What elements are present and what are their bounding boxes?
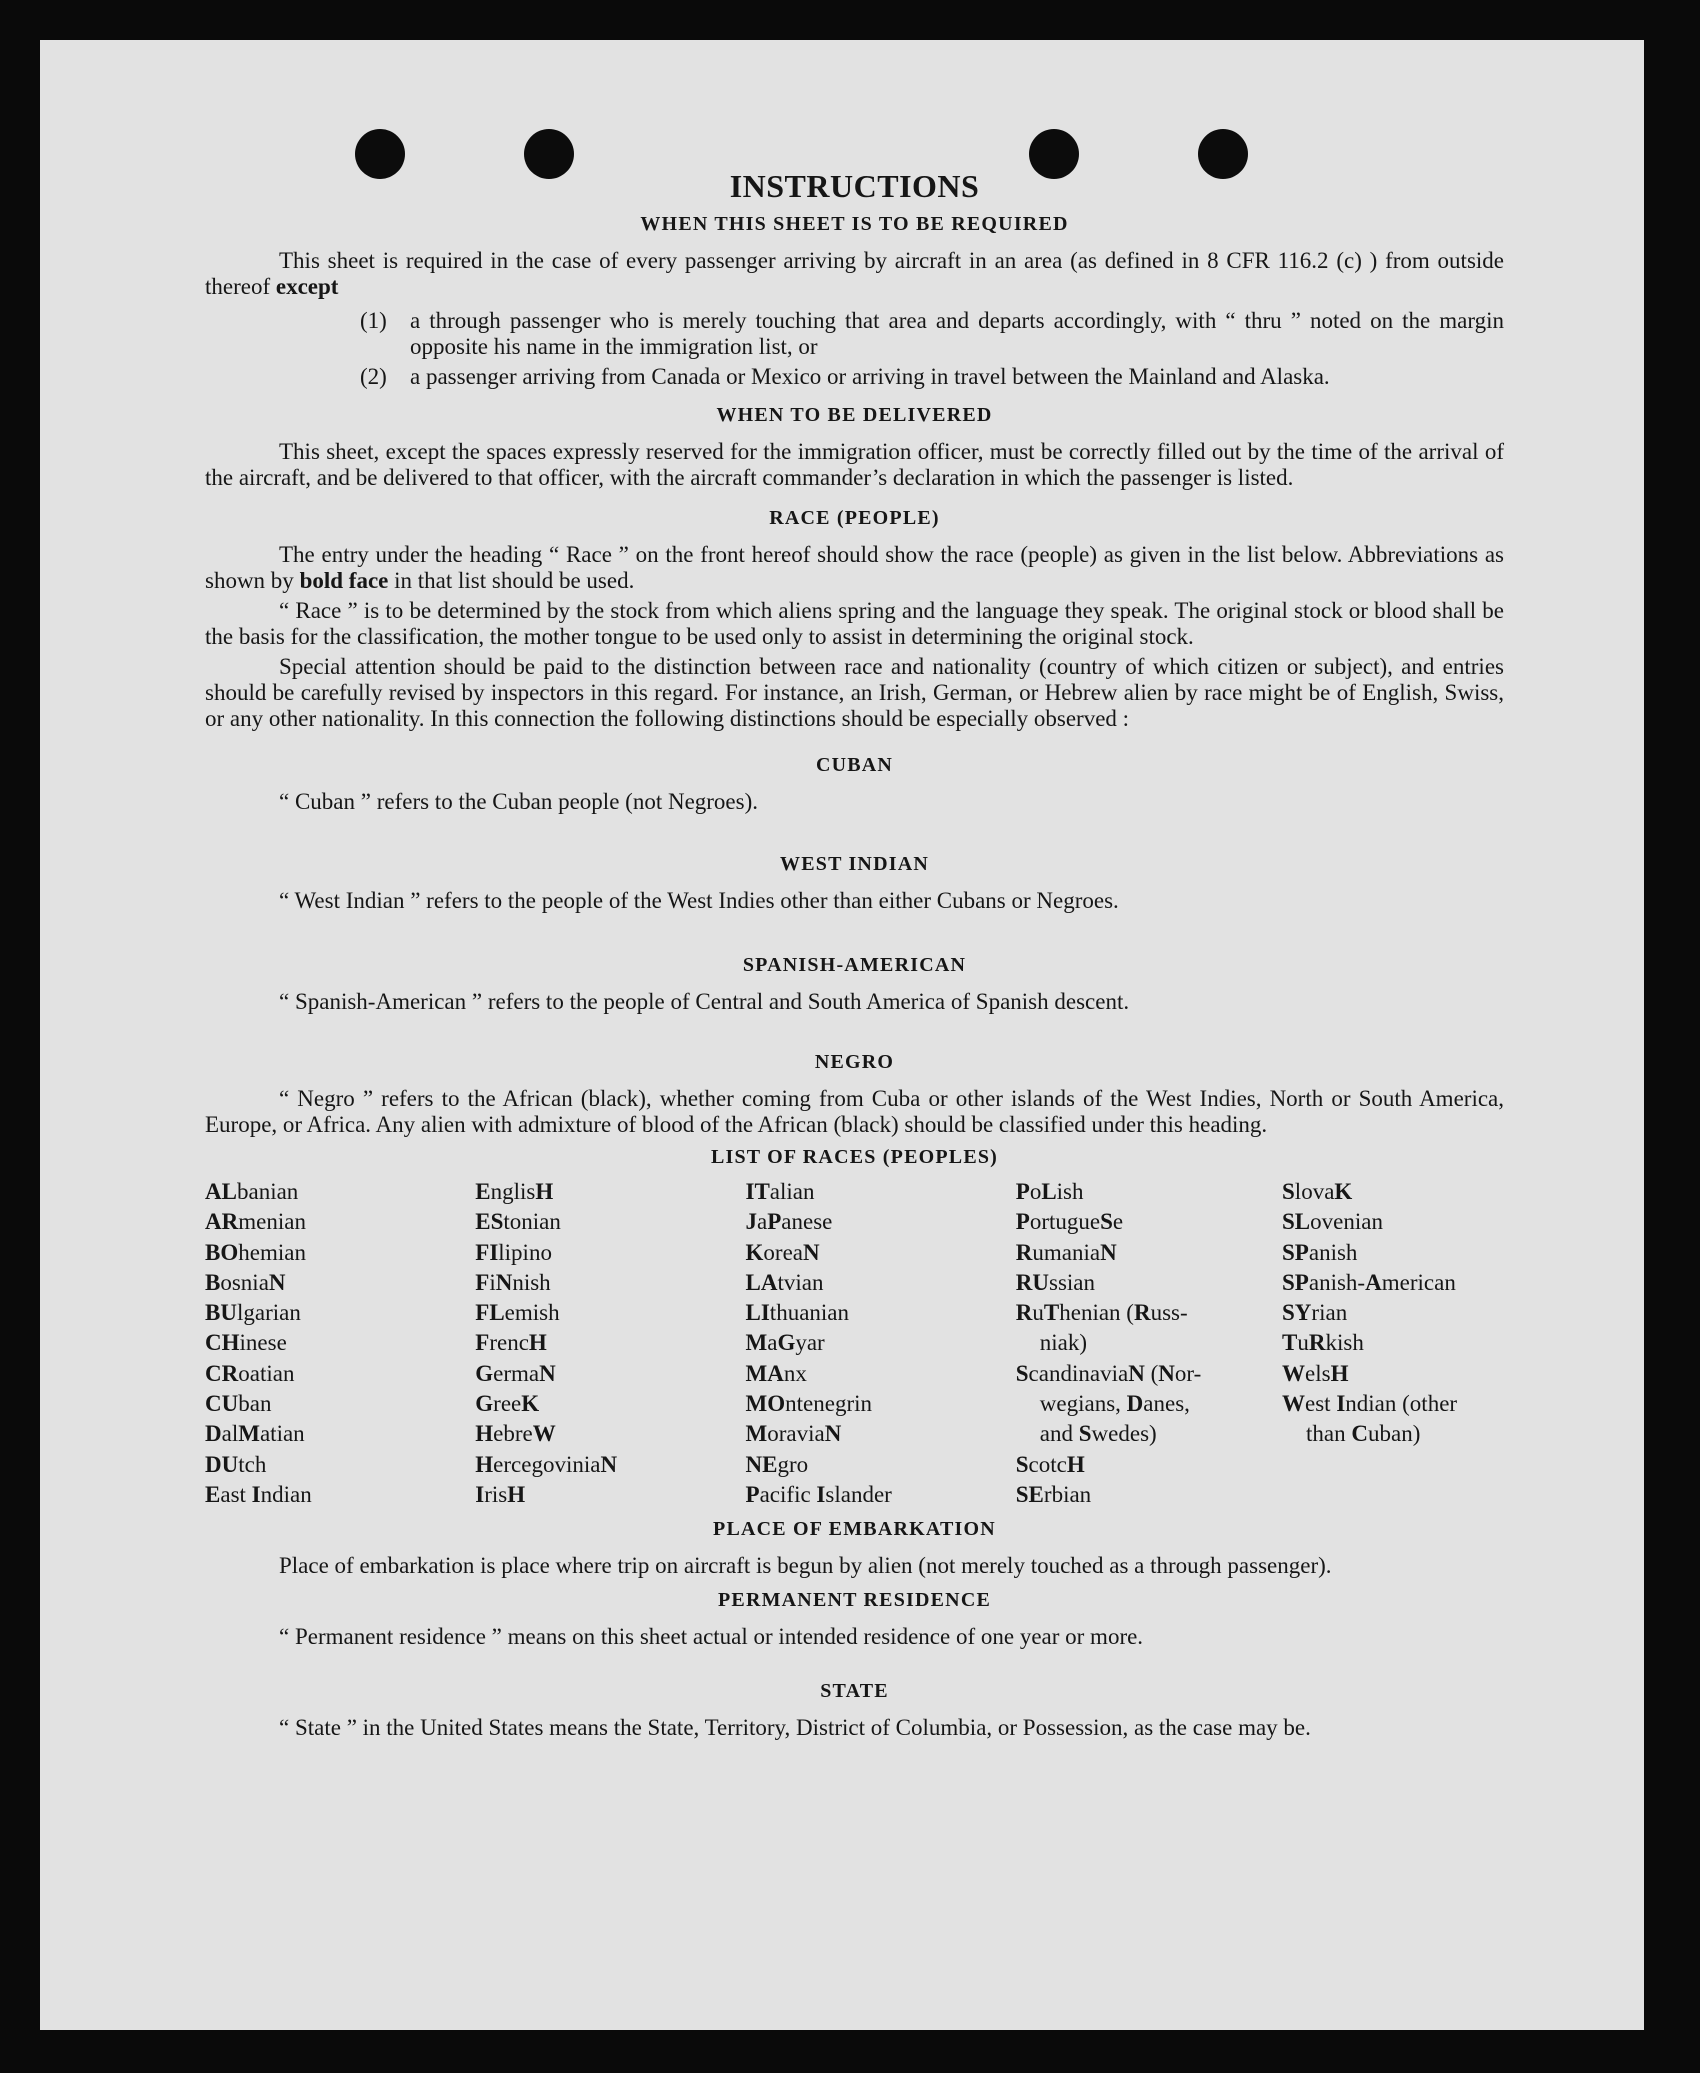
race-entry: CUban <box>205 1391 272 1417</box>
race-entry: BOhemian <box>205 1239 306 1265</box>
race-entry: RuThenian (Russ- <box>1015 1300 1188 1326</box>
race-entry: HebreW <box>475 1421 556 1447</box>
race-entry: SErbian <box>1015 1481 1092 1507</box>
state-text: “ State ” in the United States means the State, Territory, District of Columbia, or Possession, as the case may be. <box>279 1715 1311 1741</box>
cuban-text: “ Cuban ” refers to the Cuban people (not Negroes). <box>279 789 759 814</box>
race-entry: West Indian (other <box>1282 1391 1458 1417</box>
race-entry: BUlgarian <box>205 1300 301 1326</box>
race-entry: MOntenegrin <box>745 1391 872 1417</box>
binder-hole <box>1029 129 1079 179</box>
races-column <box>1282 1177 1504 1510</box>
embarkation-text: Place of embarkation is place where trip on aircraft is begun by alien (not merely touched as a through passenger). <box>279 1553 1332 1579</box>
race-entry: LAtvian <box>745 1269 824 1295</box>
instruction-sheet <box>40 40 1644 2030</box>
section-heading-residence: PERMANENT RESIDENCE <box>717 1589 992 1612</box>
section-heading-cuban: CUBAN <box>815 754 894 776</box>
race-entry: Pacific Islander <box>745 1481 892 1507</box>
list-item: (1) a through passenger who is merely touching that area and departs accordingly, with “ thru ” noted on the margin opposite his name in the immigration list, or <box>360 308 1504 359</box>
race-entry: SYrian <box>1282 1300 1348 1326</box>
section-heading-west-indian: WEST INDIAN <box>780 853 929 875</box>
race-entry: EnglisH <box>475 1179 554 1204</box>
race-entry: EStonian <box>475 1209 561 1235</box>
binder-hole <box>1198 129 1248 179</box>
race-entry: and Swedes) <box>1039 1421 1157 1447</box>
binder-hole <box>355 129 405 179</box>
race-paragraph-1: The entry under the heading “ Race ” on the front hereof should show the race (people) as given in the list below. Abbreviations as shown by bold face in that list should be used. <box>205 542 1504 593</box>
west-indian-text: “ West Indian ” refers to the people of the West Indies other than either Cubans or Negroes. <box>279 888 1119 913</box>
race-entry: wegians, Danes, <box>1039 1391 1190 1417</box>
race-entry: SPanish-American <box>1282 1269 1456 1295</box>
race-entry: NEgro <box>745 1451 809 1477</box>
negro-text: “ Negro ” refers to the African (black), whether coming from Cuba or other islands of the West Indies, North or South America, Europe, or Africa. Any alien with admixture of blood of the African (black) should be classified under this heading. <box>205 1086 1504 1137</box>
race-entry: TuRkish <box>1282 1330 1364 1356</box>
race-entry: DUtch <box>205 1451 267 1477</box>
section-heading-races-list: LIST OF RACES (PEOPLES) <box>710 1146 999 1168</box>
race-entry: GermaN <box>475 1360 556 1386</box>
race-entry: FLemish <box>475 1300 560 1326</box>
race-entry: CRoatian <box>205 1360 295 1386</box>
race-entry: GreeK <box>475 1391 540 1417</box>
race-entry: MaGyar <box>745 1330 825 1356</box>
race-entry: SLovenian <box>1282 1209 1383 1235</box>
section-heading-embarkation: PLACE OF EMBARKATION <box>713 1518 996 1541</box>
race-entry: DalMatian <box>205 1421 305 1447</box>
races-column <box>1016 1177 1252 1510</box>
race-entry: CHinese <box>205 1330 287 1356</box>
race-paragraph-2: “ Race ” is to be determined by the stock from which aliens spring and the language they speak. The original stock or blood shall be the basis for the classification, the mother tongue to be used only to assist in determining the original stock. <box>205 598 1504 649</box>
race-entry: RUssian <box>1015 1269 1096 1295</box>
race-entry: JaPanese <box>745 1209 833 1235</box>
race-entry: SPanish <box>1282 1239 1358 1265</box>
race-entry: PortugueSe <box>1015 1209 1124 1235</box>
race-entry: East Indian <box>205 1481 312 1507</box>
when-delivered-text: This sheet, except the spaces expressly reserved for the immigration officer, must be correctly filled out by the time of the arrival of the aircraft, and be delivered to that officer, with the aircraft commander’s declaration in which the passenger is listed. <box>205 439 1504 490</box>
race-entry: BosniaN <box>205 1269 286 1295</box>
race-entry: FiNnish <box>475 1269 551 1295</box>
race-entry: KoreaN <box>745 1239 820 1265</box>
race-entry: niak) <box>1039 1330 1088 1356</box>
race-entry: WelsH <box>1282 1360 1349 1386</box>
residence-text: “ Permanent residence ” means on this sheet actual or intended residence of one year or more. <box>279 1624 1144 1650</box>
races-column <box>475 1177 715 1510</box>
race-entry: LIthuanian <box>745 1300 850 1326</box>
races-column <box>746 1177 986 1510</box>
race-entry: FIlipino <box>475 1239 552 1265</box>
race-entry: FrencH <box>475 1330 547 1356</box>
list-item: (2) a passenger arriving from Canada or Mexico or arriving in travel between the Mainland and Alaska. <box>360 364 1330 389</box>
race-entry: ARmenian <box>205 1209 306 1235</box>
races-table <box>205 1177 1504 1510</box>
section-heading-when-delivered: WHEN TO BE DELIVERED <box>716 404 993 426</box>
race-entry: PoLish <box>1015 1179 1084 1204</box>
race-entry: SlovaK <box>1282 1179 1353 1204</box>
section-heading-when-required: WHEN THIS SHEET IS TO BE REQUIRED <box>640 213 1069 235</box>
binder-hole <box>524 129 574 179</box>
race-entry: IrisH <box>475 1481 526 1507</box>
races-column <box>205 1177 445 1510</box>
race-entry: ALbanian <box>205 1179 299 1204</box>
race-entry: HercegoviniaN <box>475 1451 618 1477</box>
section-heading-spanish-american: SPANISH-AMERICAN <box>742 954 967 976</box>
spanish-american-text: “ Spanish-American ” refers to the people of Central and South America of Spanish descent. <box>279 989 1130 1014</box>
race-entry: than Cuban) <box>1306 1421 1421 1447</box>
race-entry: ScotcH <box>1015 1451 1085 1477</box>
when-required-intro: This sheet is required in the case of every passenger arriving by aircraft in an area (as defined in 8 CFR 116.2 (c) ) from outside thereof except <box>205 248 1504 299</box>
race-entry: ScandinaviaN (Nor- <box>1015 1360 1202 1386</box>
race-entry: MoraviaN <box>745 1421 842 1447</box>
section-heading-state: STATE <box>820 1680 889 1703</box>
race-entry: MAnx <box>745 1360 807 1386</box>
section-heading-race: RACE (PEOPLE) <box>769 507 940 529</box>
page-title: INSTRUCTIONS <box>729 168 980 204</box>
race-paragraph-3: Special attention should be paid to the distinction between race and nationality (country of which citizen or subject), and entries should be carefully revised by inspectors in this regard. For instance, an Irish, German, or Hebrew alien by race might be of English, Swiss, or any other nationality. In this connection the following distinctions should be especially observed : <box>205 654 1504 731</box>
section-heading-negro: NEGRO <box>814 1051 895 1073</box>
race-entry: RumaniaN <box>1015 1239 1117 1265</box>
race-entry: ITalian <box>745 1179 815 1204</box>
